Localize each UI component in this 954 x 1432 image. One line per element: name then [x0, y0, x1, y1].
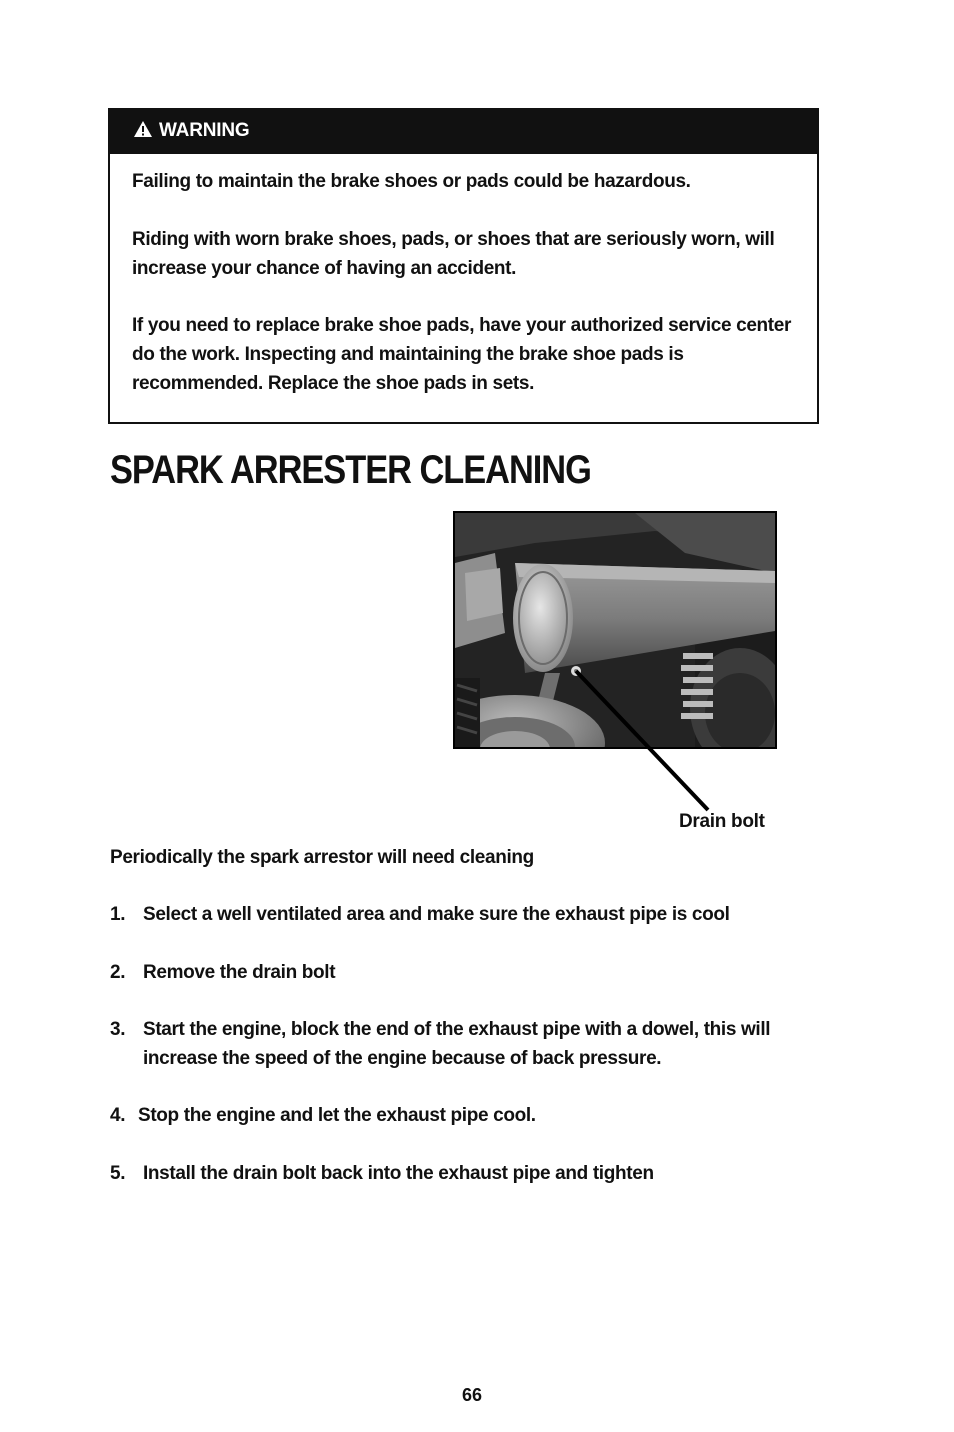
step-number: 3. [110, 1019, 126, 1040]
step-text: Remove the drain bolt [143, 962, 336, 983]
step-text: Start the engine, block the end of the exhaust pipe with a dowel, this will increase the speed of the engine because of back pressure. [143, 1019, 771, 1069]
step-text: Install the drain bolt back into the exhaust pipe and tighten [143, 1163, 654, 1184]
warning-paragraph-1: Failing to maintain the brake shoes or pads could be hazardous. [132, 171, 691, 192]
exhaust-photo-illustration [455, 513, 775, 747]
exhaust-photo [453, 511, 777, 749]
step-text: Stop the engine and let the exhaust pipe cool. [138, 1105, 536, 1126]
warning-box [108, 108, 819, 424]
warning-paragraph-3: If you need to replace brake shoe pads, have your authorized service center do the work. Inspecting and maintaining the brake shoe pads is recommended. Replace the shoe pads in sets. [132, 315, 792, 394]
step-number: 5. [110, 1163, 126, 1184]
step-text: Select a well ventilated area and make sure the exhaust pipe is cool [143, 904, 730, 925]
warning-title: WARNING [159, 120, 250, 141]
step-number: 4. [110, 1105, 126, 1126]
page-number: 66 [461, 1385, 483, 1405]
intro-text: Periodically the spark arrestor will need cleaning [110, 847, 534, 868]
warning-header [110, 110, 817, 154]
step-number: 1. [110, 904, 126, 925]
step-number: 2. [110, 962, 126, 983]
drain-bolt-label: Drain bolt [679, 811, 765, 832]
warning-paragraph-2: Riding with worn brake shoes, pads, or shoes that are seriously worn, will increase your chance of having an accident. [132, 229, 775, 279]
section-title: SPARK ARRESTER CLEANING [110, 448, 591, 492]
warning-triangle-icon [133, 120, 153, 138]
